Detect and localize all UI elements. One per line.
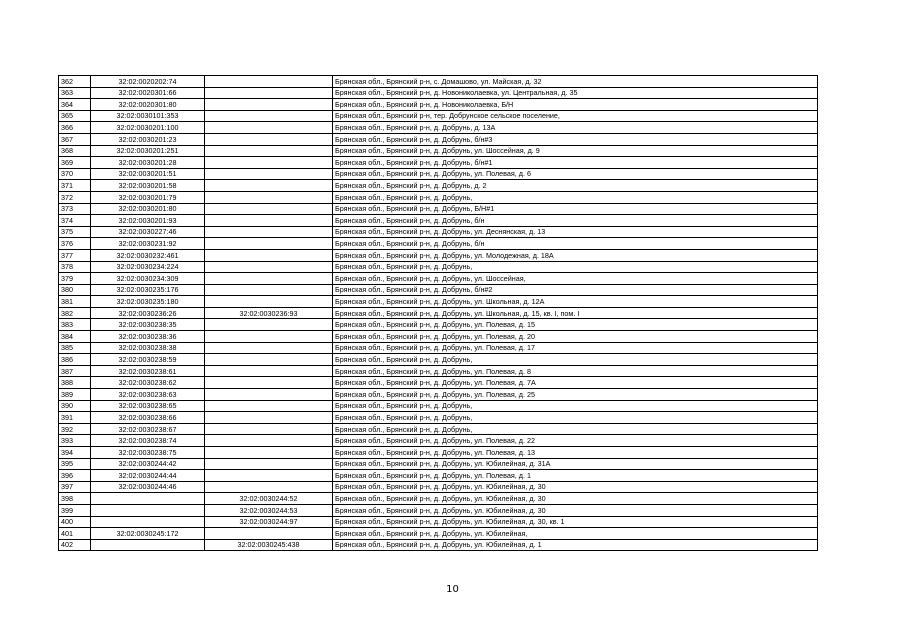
linked-cadastral-number-cell [205,122,333,134]
cadastral-number-cell: 32:02:0030238:62 [91,377,205,389]
cadastral-number-cell: 32:02:0030235:180 [91,296,205,308]
row-number-cell: 369 [59,157,91,169]
cadastral-number-cell: 32:02:0030238:66 [91,412,205,424]
linked-cadastral-number-cell [205,145,333,157]
address-cell: Брянская обл., Брянский р-н, д. Добрунь, д. 13А [333,122,818,134]
cadastral-number-cell: 32:02:0030201:28 [91,157,205,169]
cadastral-number-cell: 32:02:0030244:44 [91,470,205,482]
address-cell: Брянская обл., Брянский р-н, д. Добрунь, д. 2 [333,180,818,192]
address-cell: Брянская обл., Брянский р-н, д. Добрунь, ул. Полевая, д. 13 [333,447,818,459]
linked-cadastral-number-cell [205,296,333,308]
row-number-cell: 365 [59,110,91,122]
cadastral-number-cell: 32:02:0030101:353 [91,110,205,122]
table-row [59,133,818,145]
cadastral-number-cell: 32:02:0030201:93 [91,215,205,227]
address-cell: Брянская обл., Брянский р-н, д. Добрунь, б/н#2 [333,284,818,296]
linked-cadastral-number-cell [205,354,333,366]
row-number-cell: 391 [59,412,91,424]
linked-cadastral-number-cell [205,389,333,401]
table-row [59,238,818,250]
address-cell: Брянская обл., Брянский р-н, д. Добрунь, ул. Полевая, д. 22 [333,435,818,447]
row-number-cell: 397 [59,481,91,493]
table-row [59,215,818,227]
address-cell: Брянская обл., Брянский р-н, д. Добрунь, ул. Полевая, д. 7А [333,377,818,389]
cadastral-number-cell: 32:02:0020202:74 [91,76,205,88]
table-row [59,504,818,516]
address-cell: Брянская обл., Брянский р-н, д. Добрунь, [333,261,818,273]
address-cell: Брянская обл., Брянский р-н, д. Добрунь, [333,191,818,203]
row-number-cell: 374 [59,215,91,227]
address-cell: Брянская обл., Брянский р-н, д. Добрунь, б/н [333,215,818,227]
table-row [59,157,818,169]
cadastral-number-cell [91,493,205,505]
linked-cadastral-number-cell [205,447,333,459]
row-number-cell: 368 [59,145,91,157]
address-cell: Брянская обл., Брянский р-н, д. Добрунь, ул. Полевая, д. 8 [333,365,818,377]
linked-cadastral-number-cell [205,528,333,540]
linked-cadastral-number-cell [205,168,333,180]
table-row [59,319,818,331]
address-cell: Брянская обл., Брянский р-н, д. Добрунь, б/н#3 [333,133,818,145]
table-row [59,342,818,354]
linked-cadastral-number-cell [205,203,333,215]
table-row [59,447,818,459]
linked-cadastral-number-cell [205,470,333,482]
address-cell: Брянская обл., Брянский р-н, д. Добрунь, ул. Полевая, д. 15 [333,319,818,331]
table-row [59,423,818,435]
table-row [59,412,818,424]
address-cell: Брянская обл., Брянский р-н, д. Добрунь, б/н [333,238,818,250]
table-row [59,377,818,389]
cadastral-number-cell: 32:02:0030235:176 [91,284,205,296]
address-cell: Брянская обл., Брянский р-н, д. Добрунь, ул. Полевая, д. 25 [333,389,818,401]
address-cell: Брянская обл., Брянский р-н, д. Добрунь, ул. Школьная, д. 15, кв. I, пом. I [333,307,818,319]
linked-cadastral-number-cell: 32:02:0030236:93 [205,307,333,319]
table-row [59,481,818,493]
linked-cadastral-number-cell [205,400,333,412]
address-cell: Брянская обл., Брянский р-н, д. Добрунь, ул. Юбилейная, д. 30 [333,481,818,493]
cadastral-number-cell: 32:02:0030245:172 [91,528,205,540]
cadastral-number-cell: 32:02:0030238:61 [91,365,205,377]
address-cell: Брянская обл., Брянский р-н, д. Новониколаевка, Б/Н [333,99,818,111]
linked-cadastral-number-cell [205,423,333,435]
cadastral-number-cell: 32:02:0030238:65 [91,400,205,412]
cadastral-number-cell: 32:02:0020301:66 [91,87,205,99]
table-row [59,99,818,111]
row-number-cell: 390 [59,400,91,412]
cadastral-number-cell: 32:02:0030244:46 [91,481,205,493]
cadastral-number-cell: 32:02:0030232:461 [91,249,205,261]
row-number-cell: 389 [59,389,91,401]
address-cell: Брянская обл., Брянский р-н, д. Добрунь, [333,354,818,366]
cadastral-number-cell: 32:02:0030238:35 [91,319,205,331]
cadastral-number-cell: 32:02:0030238:75 [91,447,205,459]
row-number-cell: 392 [59,423,91,435]
linked-cadastral-number-cell [205,412,333,424]
table-row [59,458,818,470]
linked-cadastral-number-cell [205,284,333,296]
row-number-cell: 388 [59,377,91,389]
row-number-cell: 402 [59,539,91,551]
address-cell: Брянская обл., Брянский р-н, с. Домашово, ул. Майская, д. 32 [333,76,818,88]
address-cell: Брянская обл., Брянский р-н, д. Добрунь, ул. Шоссейная, [333,273,818,285]
row-number-cell: 377 [59,249,91,261]
table-row [59,249,818,261]
cadastral-number-cell: 32:02:0020301:80 [91,99,205,111]
table-row [59,331,818,343]
registry-table-body [59,76,818,551]
linked-cadastral-number-cell [205,110,333,122]
row-number-cell: 393 [59,435,91,447]
cadastral-number-cell: 32:02:0030201:80 [91,203,205,215]
row-number-cell: 394 [59,447,91,459]
row-number-cell: 398 [59,493,91,505]
linked-cadastral-number-cell [205,365,333,377]
row-number-cell: 385 [59,342,91,354]
linked-cadastral-number-cell [205,273,333,285]
row-number-cell: 399 [59,504,91,516]
cadastral-number-cell: 32:02:0030244:42 [91,458,205,470]
address-cell: Брянская обл., Брянский р-н, д. Новониколаевка, ул. Центральная, д. 35 [333,87,818,99]
row-number-cell: 384 [59,331,91,343]
table-row [59,110,818,122]
table-row [59,203,818,215]
cadastral-number-cell [91,539,205,551]
row-number-cell: 401 [59,528,91,540]
address-cell: Брянская обл., Брянский р-н, д. Добрунь, ул. Полевая, д. 20 [333,331,818,343]
cadastral-number-cell: 32:02:0030201:100 [91,122,205,134]
address-cell: Брянская обл., Брянский р-н, д. Добрунь, [333,400,818,412]
cadastral-number-cell [91,504,205,516]
address-cell: Брянская обл., Брянский р-н, д. Добрунь, ул. Деснянская, д. 13 [333,226,818,238]
address-cell: Брянская обл., Брянский р-н, д. Добрунь, ул. Юбилейная, д. 30 [333,493,818,505]
linked-cadastral-number-cell: 32:02:0030244:97 [205,516,333,528]
linked-cadastral-number-cell [205,215,333,227]
linked-cadastral-number-cell [205,238,333,250]
row-number-cell: 378 [59,261,91,273]
linked-cadastral-number-cell [205,157,333,169]
address-cell: Брянская обл., Брянский р-н, д. Добрунь, ул. Полевая, д. 6 [333,168,818,180]
row-number-cell: 376 [59,238,91,250]
linked-cadastral-number-cell [205,319,333,331]
address-cell: Брянская обл., Брянский р-н, д. Добрунь, ул. Молодежная, д. 18А [333,249,818,261]
row-number-cell: 373 [59,203,91,215]
row-number-cell: 396 [59,470,91,482]
table-row [59,354,818,366]
registry-table [58,75,818,551]
linked-cadastral-number-cell [205,249,333,261]
table-row [59,528,818,540]
linked-cadastral-number-cell: 32:02:0030244:53 [205,504,333,516]
cadastral-number-cell: 32:02:0030234:224 [91,261,205,273]
address-cell: Брянская обл., Брянский р-н, д. Добрунь, б/н#1 [333,157,818,169]
address-cell: Брянская обл., Брянский р-н, д. Добрунь, ул. Шоссейная, д. 9 [333,145,818,157]
table-row [59,273,818,285]
cadastral-number-cell: 32:02:0030201:251 [91,145,205,157]
row-number-cell: 363 [59,87,91,99]
cadastral-number-cell: 32:02:0030238:38 [91,342,205,354]
address-cell: Брянская обл., Брянский р-н, д. Добрунь, Б/Н#1 [333,203,818,215]
table-row [59,389,818,401]
cadastral-number-cell: 32:02:0030238:67 [91,423,205,435]
cadastral-number-cell: 32:02:0030238:59 [91,354,205,366]
page-number: 10 [446,584,459,595]
table-row [59,493,818,505]
address-cell: Брянская обл., Брянский р-н, д. Добрунь, [333,412,818,424]
row-number-cell: 387 [59,365,91,377]
row-number-cell: 400 [59,516,91,528]
table-row [59,516,818,528]
row-number-cell: 386 [59,354,91,366]
cadastral-number-cell: 32:02:0030201:23 [91,133,205,145]
linked-cadastral-number-cell [205,331,333,343]
row-number-cell: 366 [59,122,91,134]
row-number-cell: 379 [59,273,91,285]
row-number-cell: 362 [59,76,91,88]
table-row [59,226,818,238]
table-row [59,539,818,551]
linked-cadastral-number-cell [205,435,333,447]
address-cell: Брянская обл., Брянский р-н, д. Добрунь, ул. Юбилейная, [333,528,818,540]
linked-cadastral-number-cell [205,226,333,238]
table-row [59,145,818,157]
address-cell: Брянская обл., Брянский р-н, д. Добрунь, ул. Юбилейная, д. 1 [333,539,818,551]
linked-cadastral-number-cell [205,342,333,354]
linked-cadastral-number-cell: 32:02:0030245:438 [205,539,333,551]
table-row [59,191,818,203]
linked-cadastral-number-cell [205,180,333,192]
address-cell: Брянская обл., Брянский р-н, д. Добрунь, [333,423,818,435]
row-number-cell: 383 [59,319,91,331]
table-row [59,307,818,319]
linked-cadastral-number-cell [205,458,333,470]
cadastral-number-cell: 32:02:0030227:46 [91,226,205,238]
linked-cadastral-number-cell [205,99,333,111]
cadastral-number-cell: 32:02:0030236:26 [91,307,205,319]
row-number-cell: 375 [59,226,91,238]
cadastral-number-cell: 32:02:0030238:74 [91,435,205,447]
table-row [59,122,818,134]
address-cell: Брянская обл., Брянский р-н, д. Добрунь, ул. Школьная, д. 12А [333,296,818,308]
cadastral-number-cell [91,516,205,528]
table-row [59,168,818,180]
row-number-cell: 370 [59,168,91,180]
linked-cadastral-number-cell [205,87,333,99]
cadastral-number-cell: 32:02:0030201:51 [91,168,205,180]
row-number-cell: 371 [59,180,91,192]
linked-cadastral-number-cell [205,481,333,493]
table-row [59,365,818,377]
table-row [59,180,818,192]
address-cell: Брянская обл., Брянский р-н, д. Добрунь, ул. Юбилейная, д. 30, кв. 1 [333,516,818,528]
cadastral-number-cell: 32:02:0030234:309 [91,273,205,285]
linked-cadastral-number-cell [205,377,333,389]
table-row [59,296,818,308]
row-number-cell: 382 [59,307,91,319]
row-number-cell: 395 [59,458,91,470]
cadastral-number-cell: 32:02:0030238:63 [91,389,205,401]
row-number-cell: 380 [59,284,91,296]
cadastral-number-cell: 32:02:0030238:36 [91,331,205,343]
linked-cadastral-number-cell [205,261,333,273]
table-row [59,470,818,482]
table-row [59,261,818,273]
cadastral-number-cell: 32:02:0030231:92 [91,238,205,250]
table-row [59,400,818,412]
address-cell: Брянская обл., Брянский р-н, д. Добрунь, ул. Полевая, д. 17 [333,342,818,354]
table-row [59,87,818,99]
table-row [59,435,818,447]
address-cell: Брянская обл., Брянский р-н, тер. Добрунское сельское поселение, [333,110,818,122]
address-cell: Брянская обл., Брянский р-н, д. Добрунь, ул. Юбилейная, д. 31А [333,458,818,470]
linked-cadastral-number-cell [205,191,333,203]
row-number-cell: 381 [59,296,91,308]
address-cell: Брянская обл., Брянский р-н, д. Добрунь, ул. Полевая, д. 1 [333,470,818,482]
cadastral-number-cell: 32:02:0030201:79 [91,191,205,203]
row-number-cell: 364 [59,99,91,111]
table-row [59,76,818,88]
linked-cadastral-number-cell [205,76,333,88]
cadastral-number-cell: 32:02:0030201:58 [91,180,205,192]
row-number-cell: 367 [59,133,91,145]
linked-cadastral-number-cell [205,133,333,145]
address-cell: Брянская обл., Брянский р-н, д. Добрунь, ул. Юбилейная, д. 30 [333,504,818,516]
linked-cadastral-number-cell: 32:02:0030244:52 [205,493,333,505]
row-number-cell: 372 [59,191,91,203]
table-row [59,284,818,296]
